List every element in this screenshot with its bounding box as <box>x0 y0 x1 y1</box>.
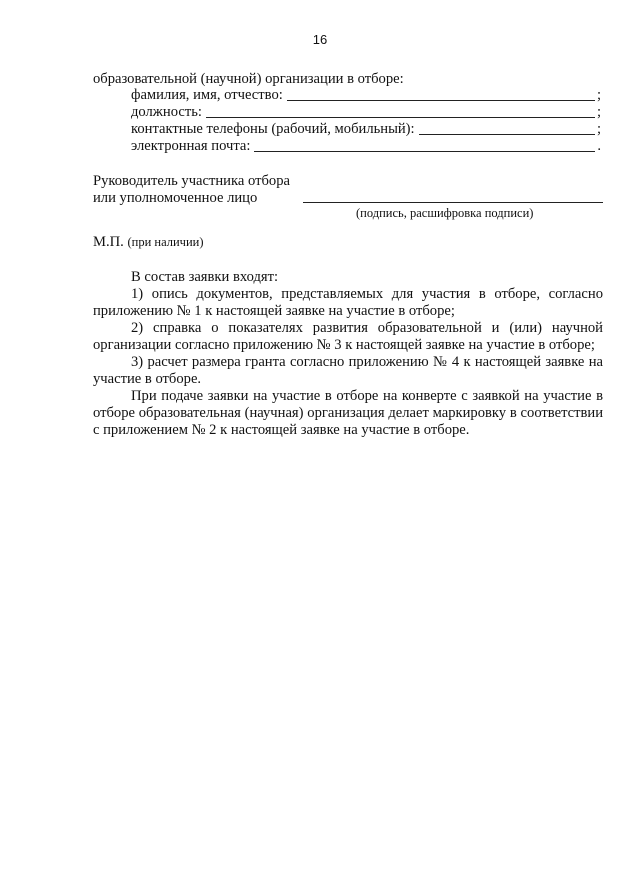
stamp-note: (при наличии) <box>127 235 204 249</box>
fill-line <box>419 133 595 135</box>
signature-head-line2: или уполномоченное лицо <box>93 190 258 206</box>
contents-item-1: 1) опись документов, представляемых для участия в отборе, согласно приложению № 1 к настоящей заявке на участие в отборе; <box>93 286 603 319</box>
application-contents <box>93 269 603 439</box>
contents-item-2: 2) справка о показателях развития образовательной и (или) научной организации согласно приложению № 3 к настоящей заявке на участие в отборе; <box>93 320 603 353</box>
field-position <box>131 104 601 121</box>
stamp-label: М.П. <box>93 234 124 250</box>
page-number: 16 <box>312 32 328 47</box>
field-end: ; <box>596 87 601 103</box>
intro-line: образовательной (научной) организации в отборе: <box>93 71 404 87</box>
contents-item-3: 3) расчет размера гранта согласно приложению № 4 к настоящей заявке на участие в отборе. <box>93 354 603 387</box>
field-end: . <box>597 138 601 154</box>
field-end: ; <box>596 104 601 120</box>
contents-heading: В состав заявки входят: <box>131 269 279 285</box>
field-phones <box>131 121 601 138</box>
field-full-name <box>131 87 601 104</box>
field-label: электронная почта: <box>131 138 251 154</box>
fill-line <box>254 150 595 152</box>
signature-line <box>303 202 603 203</box>
signature-caption: (подпись, расшифровка подписи) <box>356 206 534 220</box>
field-label: контактные телефоны (рабочий, мобильный): <box>131 121 415 137</box>
field-label: фамилия, имя, отчество: <box>131 87 283 103</box>
field-end: ; <box>596 121 601 137</box>
stamp-place <box>93 234 204 251</box>
field-email <box>131 138 601 155</box>
signature-head-line1: Руководитель участника отбора <box>93 173 290 189</box>
field-label: должность: <box>131 104 202 120</box>
contents-closing: При подаче заявки на участие в отборе на конверте с заявкой на участие в отборе образовательная (научная) организация делает маркировку в соответствии с приложением № 2 к настоящей заявке на участие в отборе. <box>93 388 603 438</box>
fill-line <box>287 99 595 101</box>
fill-line <box>206 116 595 118</box>
